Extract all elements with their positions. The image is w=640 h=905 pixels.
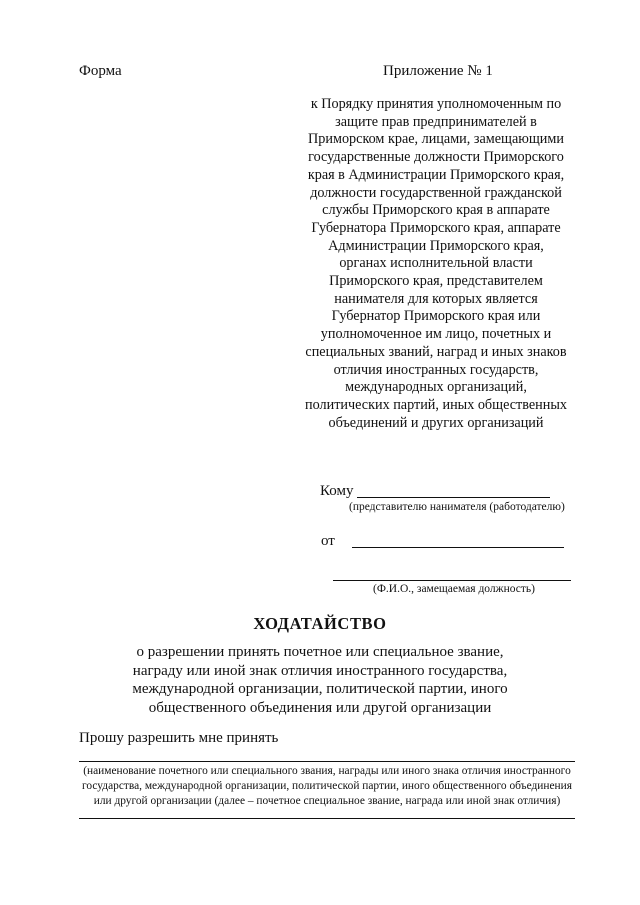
note-line: (наименование почетного или специального звания, награды или иного знака отличия иностранного xyxy=(83,765,571,777)
subtitle-line: награду или иной знак отличия иностранного государства, xyxy=(132,662,508,679)
preamble-line: Приморского края, представителем xyxy=(329,273,543,290)
preamble-line: Приморском крае, лицами, замещающими xyxy=(308,131,564,148)
appendix-number: Приложение № 1 xyxy=(383,63,493,79)
document-title: ХОДАТАЙСТВО xyxy=(253,614,387,633)
preamble-line: Губернатор Приморского края или xyxy=(331,308,541,325)
to-caption: (представителю нанимателя (работодателю) xyxy=(349,501,565,513)
from-underline[interactable] xyxy=(352,547,564,548)
to-underline[interactable] xyxy=(357,497,550,498)
note-line: или другой организации (далее – почетное специальное звание, награда или иной знак отличия) xyxy=(93,795,561,807)
note-line: государства, международной организации, политической партии, иного общественного объединения xyxy=(82,780,572,792)
preamble-line: нанимателя для которых является xyxy=(334,290,538,307)
subtitle-line: международной организации, политической партии, иного xyxy=(132,681,508,697)
subtitle-line: общественного объединения или другой организации xyxy=(148,699,492,716)
appendix-preamble xyxy=(290,96,582,432)
award-name-underline[interactable] xyxy=(79,761,575,762)
preamble-line: защите прав предпринимателей в xyxy=(335,113,537,130)
preamble-line: международных организаций, xyxy=(345,379,527,396)
to-label: Кому xyxy=(320,483,354,499)
preamble-line: Губернатора Приморского края, аппарате xyxy=(311,219,561,236)
from-label: от xyxy=(321,533,335,549)
fio-caption: (Ф.И.О., замещаемая должность) xyxy=(373,583,535,595)
preamble-line: объединений и других организаций xyxy=(328,414,544,431)
preamble-line: края в Администрации Приморского края, xyxy=(307,166,565,183)
request-text: Прошу разрешить мне принять xyxy=(79,730,279,746)
continuation-underline[interactable] xyxy=(79,818,575,819)
preamble-line: отличия иностранных государств, xyxy=(333,361,539,378)
preamble-line: органах исполнительной власти xyxy=(339,255,533,272)
form-label: Форма xyxy=(79,63,122,79)
preamble-line: службы Приморского края в аппарате xyxy=(322,202,550,219)
preamble-line: к Порядку принятия уполномоченным по xyxy=(310,96,562,112)
preamble-line: специальных званий, наград и иных знаков xyxy=(305,343,567,360)
fio-underline[interactable] xyxy=(333,580,571,581)
preamble-line: Администрации Приморского края, xyxy=(328,237,544,254)
award-note xyxy=(79,764,575,809)
subtitle-line: о разрешении принять почетное или специальное звание, xyxy=(136,644,504,660)
preamble-line: политических партий, иных общественных xyxy=(305,396,567,413)
preamble-line: должности государственной гражданской xyxy=(310,184,562,201)
preamble-line: уполномоченное им лицо, почетных и xyxy=(320,326,552,343)
preamble-line: государственные должности Приморского xyxy=(308,149,564,166)
document-subtitle xyxy=(0,643,640,717)
